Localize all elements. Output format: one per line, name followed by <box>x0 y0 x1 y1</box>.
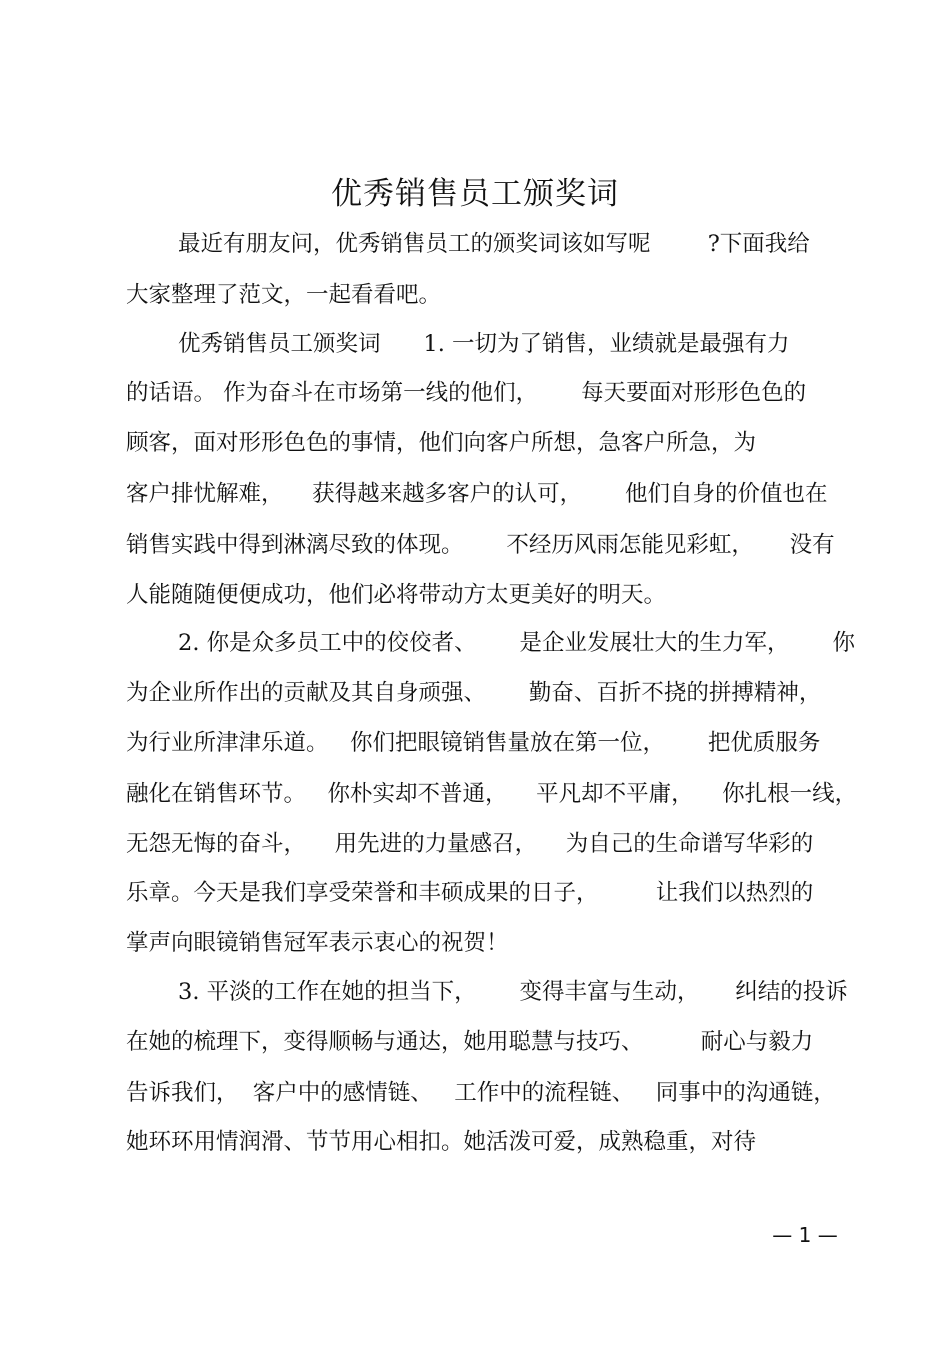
page-number: — 1 — <box>772 1223 838 1247</box>
text-line: 大家整理了范文，一起看看吧。 <box>126 282 442 308</box>
text-line: 在她的梳理下，变得顺畅与通达，她用聪慧与技巧、 耐心与毅力 <box>126 1029 814 1055</box>
text-line: 为企业所作出的贡献及其自身顽强、 勤奋、百折不挠的拼搏精神， <box>126 680 822 706</box>
document-title: 优秀销售员工颁奖词 <box>331 176 619 212</box>
text-line: 优秀销售员工颁奖词 1. 一切为了销售，业绩就是最强有力 <box>178 331 790 357</box>
text-line: 客户排忧解难， 获得越来越多客户的认可， 他们自身的价值也在 <box>126 481 828 507</box>
text-line: 3. 平淡的工作在她的担当下， 变得丰富与生动， 纠结的投诉 <box>178 979 848 1005</box>
text-line: 她环环用情润滑、节节用心相扣。她活泼可爱，成熟稳重，对待 <box>126 1129 757 1155</box>
text-line: 乐章。今天是我们享受荣誉和丰硕成果的日子， 让我们以热烈的 <box>126 880 814 906</box>
text-line: 为行业所津津乐道。 你们把眼镜销售量放在第一位， 把优质服务 <box>126 730 821 756</box>
text-line: 销售实践中得到淋漓尽致的体现。 不经历风雨怎能见彩虹， 没有 <box>126 532 835 558</box>
text-line: 无怨无悔的奋斗， 用先进的力量感召， 为自己的生命谱写华彩的 <box>126 831 814 857</box>
text-line: 2. 你是众多员工中的佼佼者、 是企业发展壮大的生力军， 你 <box>178 630 855 656</box>
text-line: 掌声向眼镜销售冠军表示衷心的祝贺！ <box>126 930 509 956</box>
text-line: 人能随随便便成功，他们必将带动方太更美好的明天。 <box>126 582 667 608</box>
text-line: 告诉我们， 客户中的感情链、 工作中的流程链、 同事中的沟通链， <box>126 1080 836 1106</box>
text-line: 融化在销售环节。 你朴实却不普通， 平凡却不平庸， 你扎根一线， <box>126 781 858 807</box>
text-line: 顾客，面对形形色色的事情，他们向客户所想，急客户所急，为 <box>126 430 757 456</box>
text-line: 的话语。 作为奋斗在市场第一线的他们， 每天要面对形形色色的 <box>126 380 807 406</box>
text-line: 最近有朋友问，优秀销售员工的颁奖词该如写呢 ?下面我给 <box>178 231 810 257</box>
